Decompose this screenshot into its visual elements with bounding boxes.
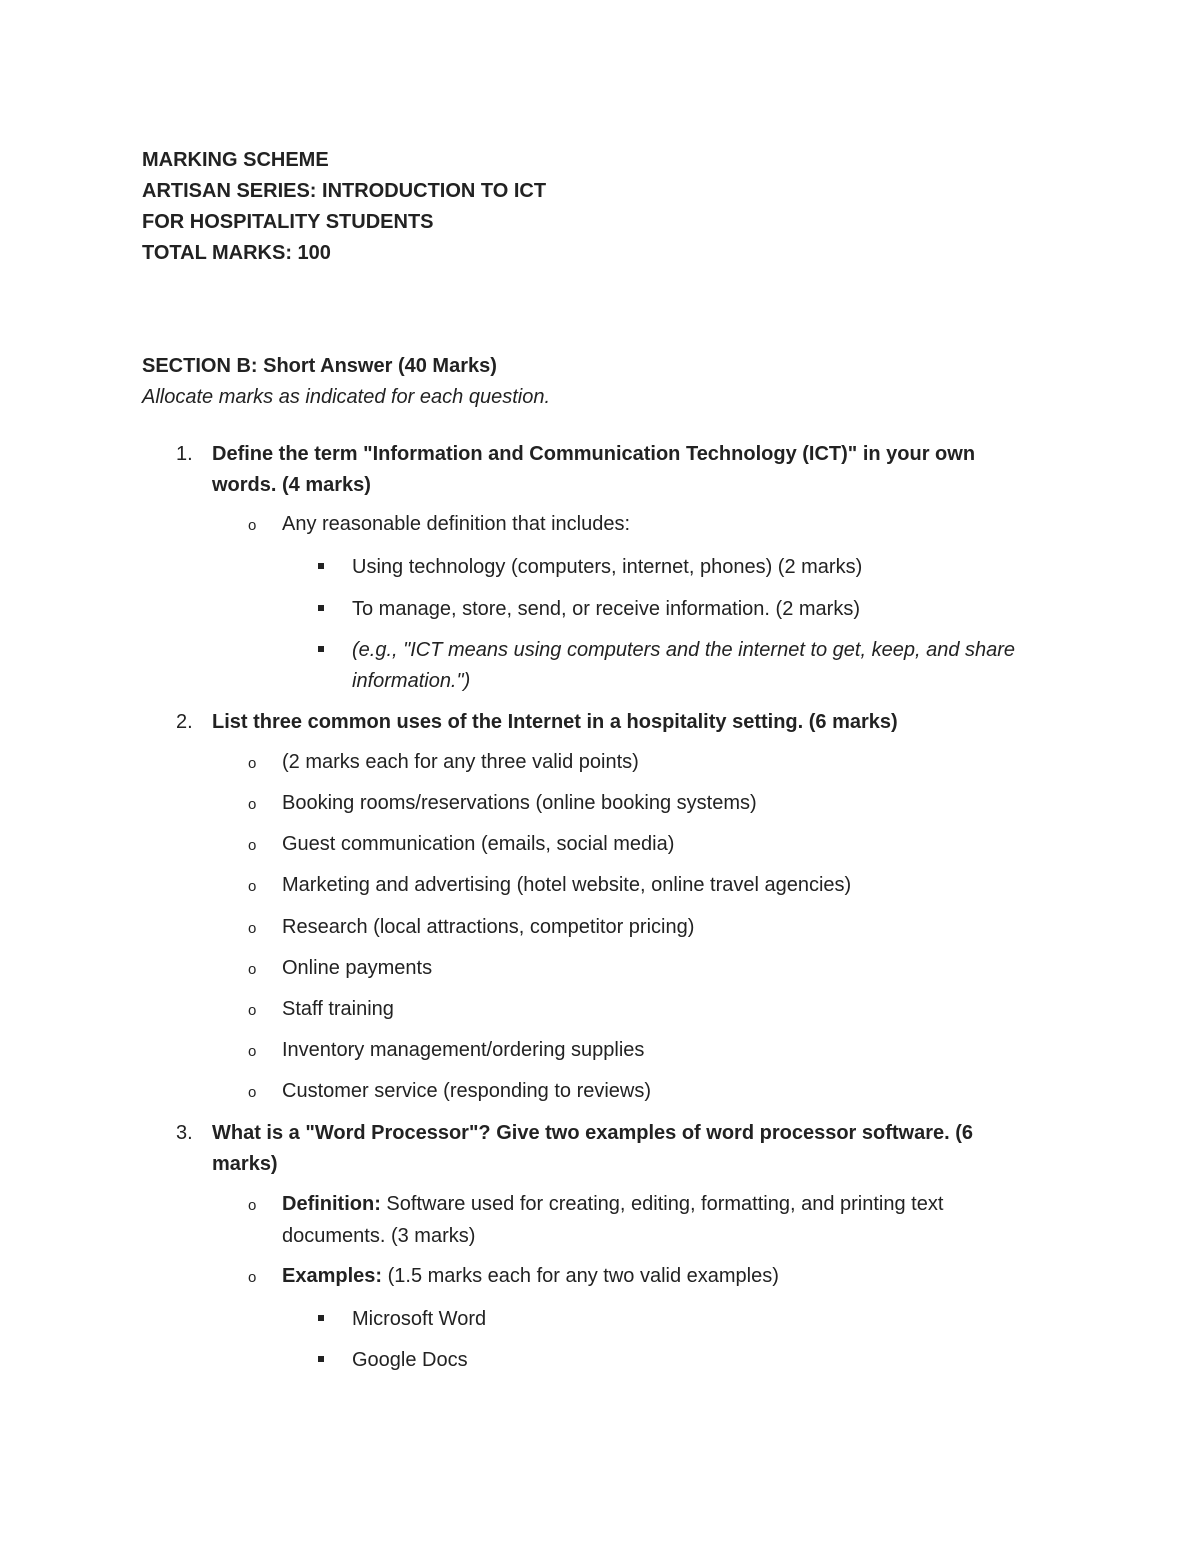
example-item: Microsoft Word bbox=[352, 1308, 487, 1330]
question-text: List three common uses of the Internet in a hospitality setting. (6 marks) bbox=[212, 711, 898, 733]
answer-point: (2 marks each for any three valid points) bbox=[282, 751, 639, 773]
header-title: MARKING SCHEME bbox=[142, 149, 329, 171]
circle-bullet-icon: o bbox=[248, 796, 257, 813]
answer-point: Customer service (responding to reviews) bbox=[282, 1080, 652, 1102]
examples-text: (1.5 marks each for any two valid examples) bbox=[382, 1265, 779, 1287]
question-text: marks) bbox=[212, 1153, 278, 1175]
definition-line bbox=[282, 1192, 943, 1216]
circle-bullet-icon: o bbox=[248, 517, 257, 534]
question-number: 1. bbox=[176, 443, 193, 465]
examples-label: Examples: bbox=[282, 1265, 383, 1287]
question-number: 2. bbox=[176, 711, 193, 733]
definition-text: documents. (3 marks) bbox=[282, 1225, 476, 1247]
answer-point: Research (local attractions, competitor pricing) bbox=[282, 916, 695, 938]
examples-line bbox=[282, 1264, 779, 1288]
answer-point: Guest communication (emails, social media) bbox=[282, 833, 675, 855]
square-bullet-icon bbox=[318, 1356, 324, 1362]
question-number: 3. bbox=[176, 1122, 193, 1144]
header-audience: FOR HOSPITALITY STUDENTS bbox=[142, 211, 434, 233]
square-bullet-icon bbox=[318, 1315, 324, 1321]
circle-bullet-icon: o bbox=[248, 1197, 257, 1214]
answer-point: Using technology (computers, internet, phones) (2 marks) bbox=[352, 556, 863, 578]
answer-point: Marketing and advertising (hotel website, online travel agencies) bbox=[282, 874, 852, 896]
circle-bullet-icon: o bbox=[248, 755, 257, 772]
definition-text: Software used for creating, editing, formatting, and printing text bbox=[380, 1193, 944, 1215]
circle-bullet-icon: o bbox=[248, 1084, 257, 1101]
definition-label: Definition: bbox=[282, 1193, 381, 1215]
answer-example: information.") bbox=[352, 670, 471, 692]
answer-point: Booking rooms/reservations (online booking systems) bbox=[282, 792, 757, 814]
answer-intro: Any reasonable definition that includes: bbox=[282, 513, 631, 535]
answer-point: Inventory management/ordering supplies bbox=[282, 1039, 645, 1061]
circle-bullet-icon: o bbox=[248, 1002, 257, 1019]
question-text: Define the term "Information and Communication Technology (ICT)" in your own bbox=[212, 443, 976, 465]
section-title: SECTION B: Short Answer (40 Marks) bbox=[142, 355, 497, 377]
answer-point: Online payments bbox=[282, 957, 433, 979]
question-text: What is a "Word Processor"? Give two examples of word processor software. (6 bbox=[212, 1122, 974, 1144]
answer-example: (e.g., "ICT means using computers and the internet to get, keep, and share bbox=[352, 639, 1016, 661]
square-bullet-icon bbox=[318, 563, 324, 569]
answer-point: Staff training bbox=[282, 998, 394, 1020]
question-text: words. (4 marks) bbox=[212, 474, 371, 496]
circle-bullet-icon: o bbox=[248, 1043, 257, 1060]
circle-bullet-icon: o bbox=[248, 1269, 257, 1286]
square-bullet-icon bbox=[318, 646, 324, 652]
circle-bullet-icon: o bbox=[248, 837, 257, 854]
example-item: Google Docs bbox=[352, 1349, 468, 1371]
header-total-marks: TOTAL MARKS: 100 bbox=[142, 242, 331, 264]
circle-bullet-icon: o bbox=[248, 920, 257, 937]
circle-bullet-icon: o bbox=[248, 961, 257, 978]
section-instruction: Allocate marks as indicated for each question. bbox=[142, 386, 550, 408]
square-bullet-icon bbox=[318, 605, 324, 611]
header-series: ARTISAN SERIES: INTRODUCTION TO ICT bbox=[142, 180, 547, 202]
circle-bullet-icon: o bbox=[248, 878, 257, 895]
answer-point: To manage, store, send, or receive information. (2 marks) bbox=[352, 598, 860, 620]
